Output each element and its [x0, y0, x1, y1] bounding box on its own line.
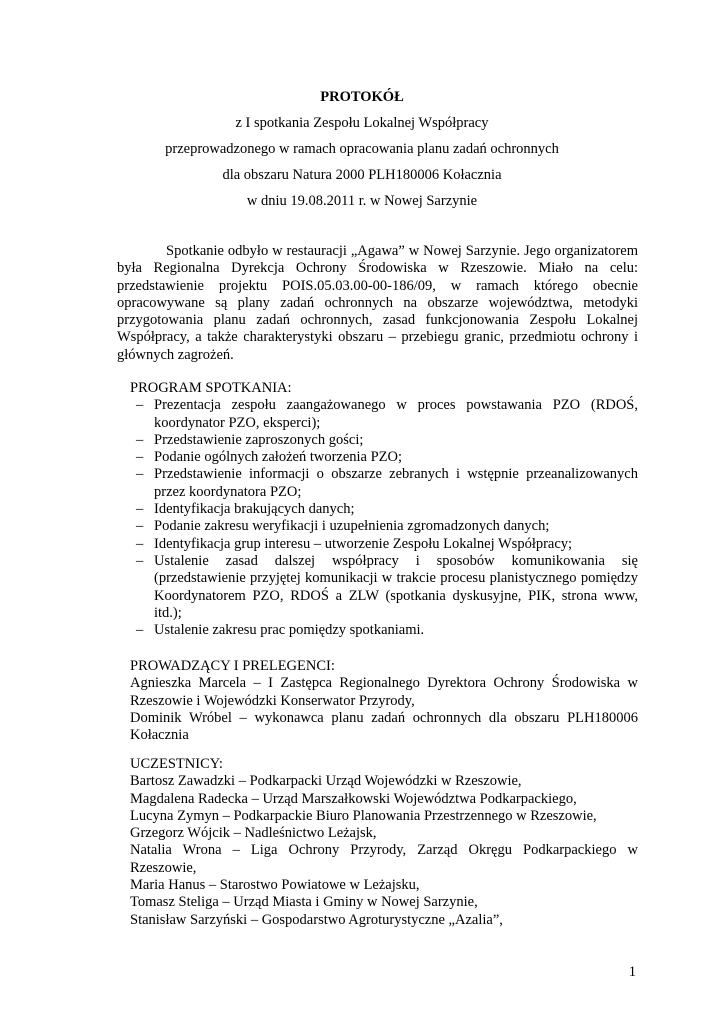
list-item — [130, 501, 638, 518]
list-item-text: Ustalenie zasad dalszej współpracy i sposobów komunikowania się (przedstawienie przyjętej komunikacji w trakcie procesu planistycznego pomiędzy Koordynatorem PZO, RDOŚ a ZLW (spotkania dyskusyjne, PIK, strona www, itd.); — [154, 552, 638, 621]
subtitle-line-3: dla obszaru Natura 2000 PLH180006 Kołacznia — [222, 167, 502, 183]
list-item-text: Podanie zakresu weryfikacji i uzupełnienia zgromadzonych danych; — [154, 518, 550, 535]
list-item — [130, 432, 638, 449]
document-header — [0, 84, 724, 214]
list-item-text: Prezentacja zespołu zaangażowanego w proces powstawania PZO (RDOŚ, koordynator PZO, eksperci); — [154, 397, 638, 431]
participant-entry: Bartosz Zawadzki – Podkarpacki Urząd Wojewódzki w Rzeszowie, — [130, 773, 522, 790]
subtitle-line-1: z I spotkania Zespołu Lokalnej Współpracy — [235, 115, 489, 131]
dash-bullet: – — [136, 397, 144, 414]
dash-bullet: – — [136, 466, 144, 483]
participant-entry: Magdalena Radecka – Urząd Marszałkowski Województwa Podkarpackiego, — [130, 790, 577, 807]
dash-bullet: – — [136, 535, 144, 552]
leaders-section — [130, 658, 638, 744]
list-item — [130, 397, 638, 432]
list-item-text: Przedstawienie informacji o obszarze zebranych i wstępnie przeanalizowanych przez koordynatora PZO; — [154, 466, 638, 500]
participants-heading: UCZESTNICY: — [130, 756, 223, 772]
participant-entry: Grzegorz Wójcik – Nadleśnictwo Leżajsk, — [130, 825, 377, 842]
subtitle-line-4: w dniu 19.08.2011 r. w Nowej Sarzynie — [246, 193, 478, 209]
document-title: PROTOKÓŁ — [320, 89, 404, 105]
subtitle-line-2: przeprowadzonego w ramach opracowania planu zadań ochronnych — [165, 141, 559, 157]
participant-entry: Natalia Wrona – Liga Ochrony Przyrody, Zarząd Okręgu Podkarpackiego w Rzeszowie, — [130, 842, 638, 876]
dash-bullet: – — [136, 431, 144, 448]
list-item — [130, 622, 638, 639]
page-number: 1 — [628, 964, 636, 980]
participant-entry: Lucyna Zymyn – Podkarpackie Biuro Planowania Przestrzennego w Rzeszowie, — [130, 807, 597, 824]
leaders-heading: PROWADZĄCY I PRELEGENCI: — [130, 658, 335, 674]
program-list — [130, 397, 638, 639]
leader-entry: Agnieszka Marcela – I Zastępca Regionalnego Dyrektora Ochrony Środowiska w Rzeszowie i Wojewódzki Konserwator Przyrody, — [130, 675, 638, 709]
list-item-text: Identyfikacja brakujących danych; — [154, 501, 355, 518]
participants-section — [130, 756, 638, 929]
list-item-text: Identyfikacja grup interesu – utworzenie Zespołu Lokalnej Współpracy; — [154, 535, 573, 552]
program-section — [130, 380, 638, 639]
list-item — [130, 518, 638, 535]
participant-entry: Tomasz Steliga – Urząd Miasta i Gminy w Nowej Sarzynie, — [130, 894, 478, 911]
participant-entry: Stanisław Sarzyński – Gospodarstwo Agroturystyczne „Azalia”, — [130, 911, 503, 928]
list-item-text: Ustalenie zakresu prac pomiędzy spotkaniami. — [154, 622, 425, 639]
dash-bullet: – — [136, 552, 144, 569]
list-item — [130, 553, 638, 622]
leader-entry: Dominik Wróbel – wykonawca planu zadań ochronnych dla obszaru PLH180006 Kołacznia — [130, 709, 638, 744]
dash-bullet: – — [136, 622, 144, 639]
dash-bullet: – — [136, 501, 144, 518]
list-item — [130, 449, 638, 466]
dash-bullet: – — [136, 518, 144, 535]
dash-bullet: – — [136, 449, 144, 466]
list-item-text: Podanie ogólnych założeń tworzenia PZO; — [154, 449, 403, 466]
program-heading: PROGRAM SPOTKANIA: — [130, 380, 292, 396]
participant-entry: Maria Hanus – Starostwo Powiatowe w Leżajsku, — [130, 877, 420, 894]
list-item — [130, 536, 638, 553]
list-item-text: Przedstawienie zaproszonych gości; — [154, 431, 364, 448]
intro-paragraph: Spotkanie odbyło w restauracji „Agawa” w Nowej Sarzynie. Jego organizatorem była Regionalna Dyrekcja Ochrony Środowiska w Rzeszowie. Miało na celu: przedstawienie projektu POIS.05.03.00-00-186/09, w ramach którego obecnie opracowywane są plany zadań ochronnych na obszarze województwa, metodyki przygotowania planu zadań ochronnych, zasad funkcjonowania Zespołu Lokalnej Współpracy, a także charakterystyki obszaru – przebiegu granic, przedmiotu ochrony i głównych zagrożeń. — [117, 243, 638, 363]
list-item — [130, 466, 638, 501]
